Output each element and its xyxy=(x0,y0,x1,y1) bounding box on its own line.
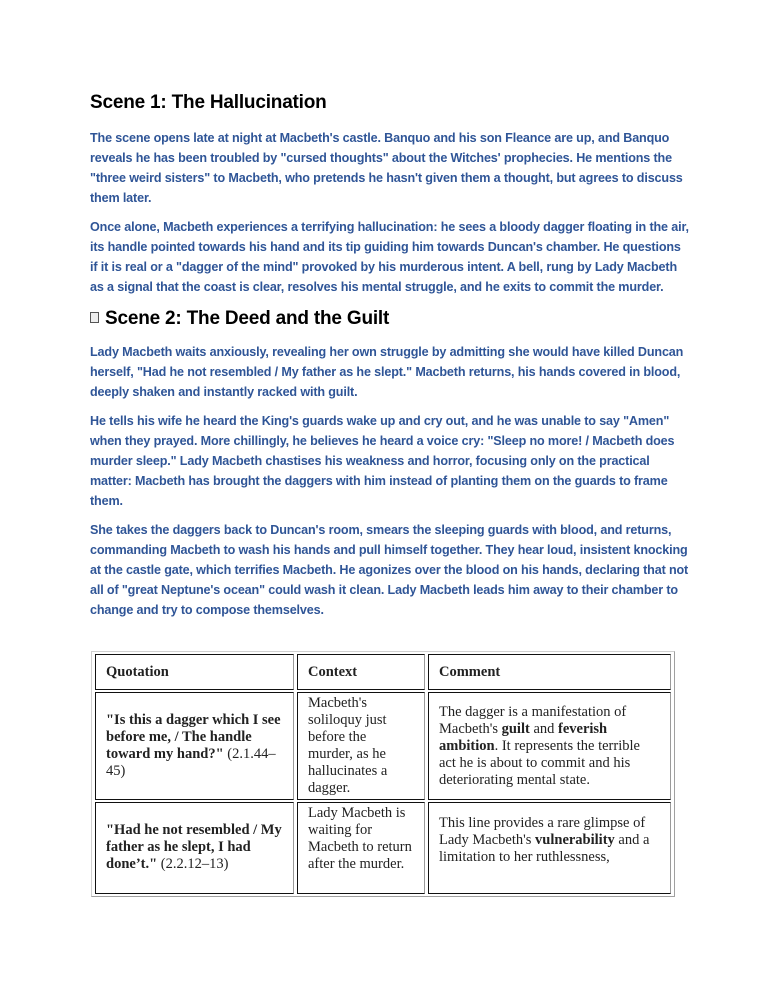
scene-1-heading: Scene 1: The Hallucination xyxy=(90,92,327,113)
quotation-text: "Is this a dagger which I see before me, / The handle toward my hand?" xyxy=(106,712,281,762)
header-comment: Comment xyxy=(428,654,671,690)
scene-2-heading-text: Scene 2: The Deed and the Guilt xyxy=(105,308,390,329)
context-cell: Lady Macbeth is waiting for Macbeth to return after the murder. xyxy=(297,802,425,894)
scene-2-paragraph: She takes the daggers back to Duncan's room, smears the sleeping guards with blood, and returns, commanding Macbeth to wash his hands and pull himself together. They hear loud, insistent knocking at the castle gate, which terrifies Macbeth. He agonizes over the blood on his hands, declaring that not all of "great Neptune's ocean" could wash it clean. Lady Macbeth leads him away to their chamber to change and try to compose themselves. xyxy=(90,523,689,617)
quotation-cell xyxy=(95,692,294,800)
scene-2-heading xyxy=(90,306,690,332)
comment-text: . It represents the terrible act he is about to commit and his deteriorating mental state. xyxy=(439,737,640,788)
comment-emphasis: vulnerability xyxy=(535,832,615,848)
comment-text: and xyxy=(529,720,558,737)
missing-glyph-icon xyxy=(90,312,99,323)
comment-text: The dagger is a manifestation of Macbeth's xyxy=(439,703,627,737)
table-header-row xyxy=(95,654,671,690)
comment-cell xyxy=(428,692,671,800)
comment-cell xyxy=(428,802,671,894)
table-row xyxy=(95,802,671,894)
quotation-text: "Had he not resembled / My father as he slept, I had done’t." xyxy=(106,821,282,872)
context-cell: Macbeth's soliloquy just before the murder, as he hallucinates a dagger. xyxy=(297,692,425,800)
quotation-table xyxy=(91,651,675,897)
table-row xyxy=(95,692,671,800)
scene-2-paragraph: Lady Macbeth waits anxiously, revealing her own struggle by admitting she would have killed Duncan herself, "Had he not resembled / My father as he slept." Macbeth returns, his hands covered in blood, deeply shaken and instantly racked with guilt. xyxy=(90,345,684,399)
quotation-cell xyxy=(95,802,294,894)
comment-text: and a limitation to her ruthlessness, xyxy=(439,832,650,865)
scene-1-paragraph: The scene opens late at night at Macbeth's castle. Banquo and his son Fleance are up, and Banquo reveals he has been troubled by "cursed thoughts" about the Witches' prophecies. He mentions the "three weird sisters" to Macbeth, who pretends he hasn't given them a thought, but agrees to discuss them later. xyxy=(90,131,683,205)
comment-emphasis: guilt xyxy=(501,720,530,737)
comment-text: This line provides a rare glimpse of Lady Macbeth's xyxy=(439,815,646,848)
scene-2-paragraph: He tells his wife he heard the King's guards wake up and cry out, and he was unable to say "Amen" when they prayed. More chillingly, he believes he heard a voice cry: "Sleep no more! / Macbeth does murder sleep." Lady Macbeth chastises his weakness and horror, focusing only on the practical matter: Macbeth has brought the daggers with him instead of planting them on the guards to frame them. xyxy=(90,414,675,508)
line-reference: (2.2.12–13) xyxy=(157,855,229,872)
header-quotation: Quotation xyxy=(95,654,294,690)
document-page xyxy=(90,90,690,620)
line-reference: (2.1.44–45) xyxy=(106,746,276,779)
scene-1-paragraph: Once alone, Macbeth experiences a terrifying hallucination: he sees a bloody dagger floating in the air, its handle pointed towards his hand and its tip guiding him towards Duncan's chamber. He questions if it is real or a "dagger of the mind" provoked by his murderous intent. A bell, rung by Lady Macbeth as a signal that the coast is clear, resolves his mental struggle, and he exits to commit the murder. xyxy=(90,220,689,294)
header-context: Context xyxy=(297,654,425,690)
comment-emphasis: feverish ambition xyxy=(439,720,608,754)
